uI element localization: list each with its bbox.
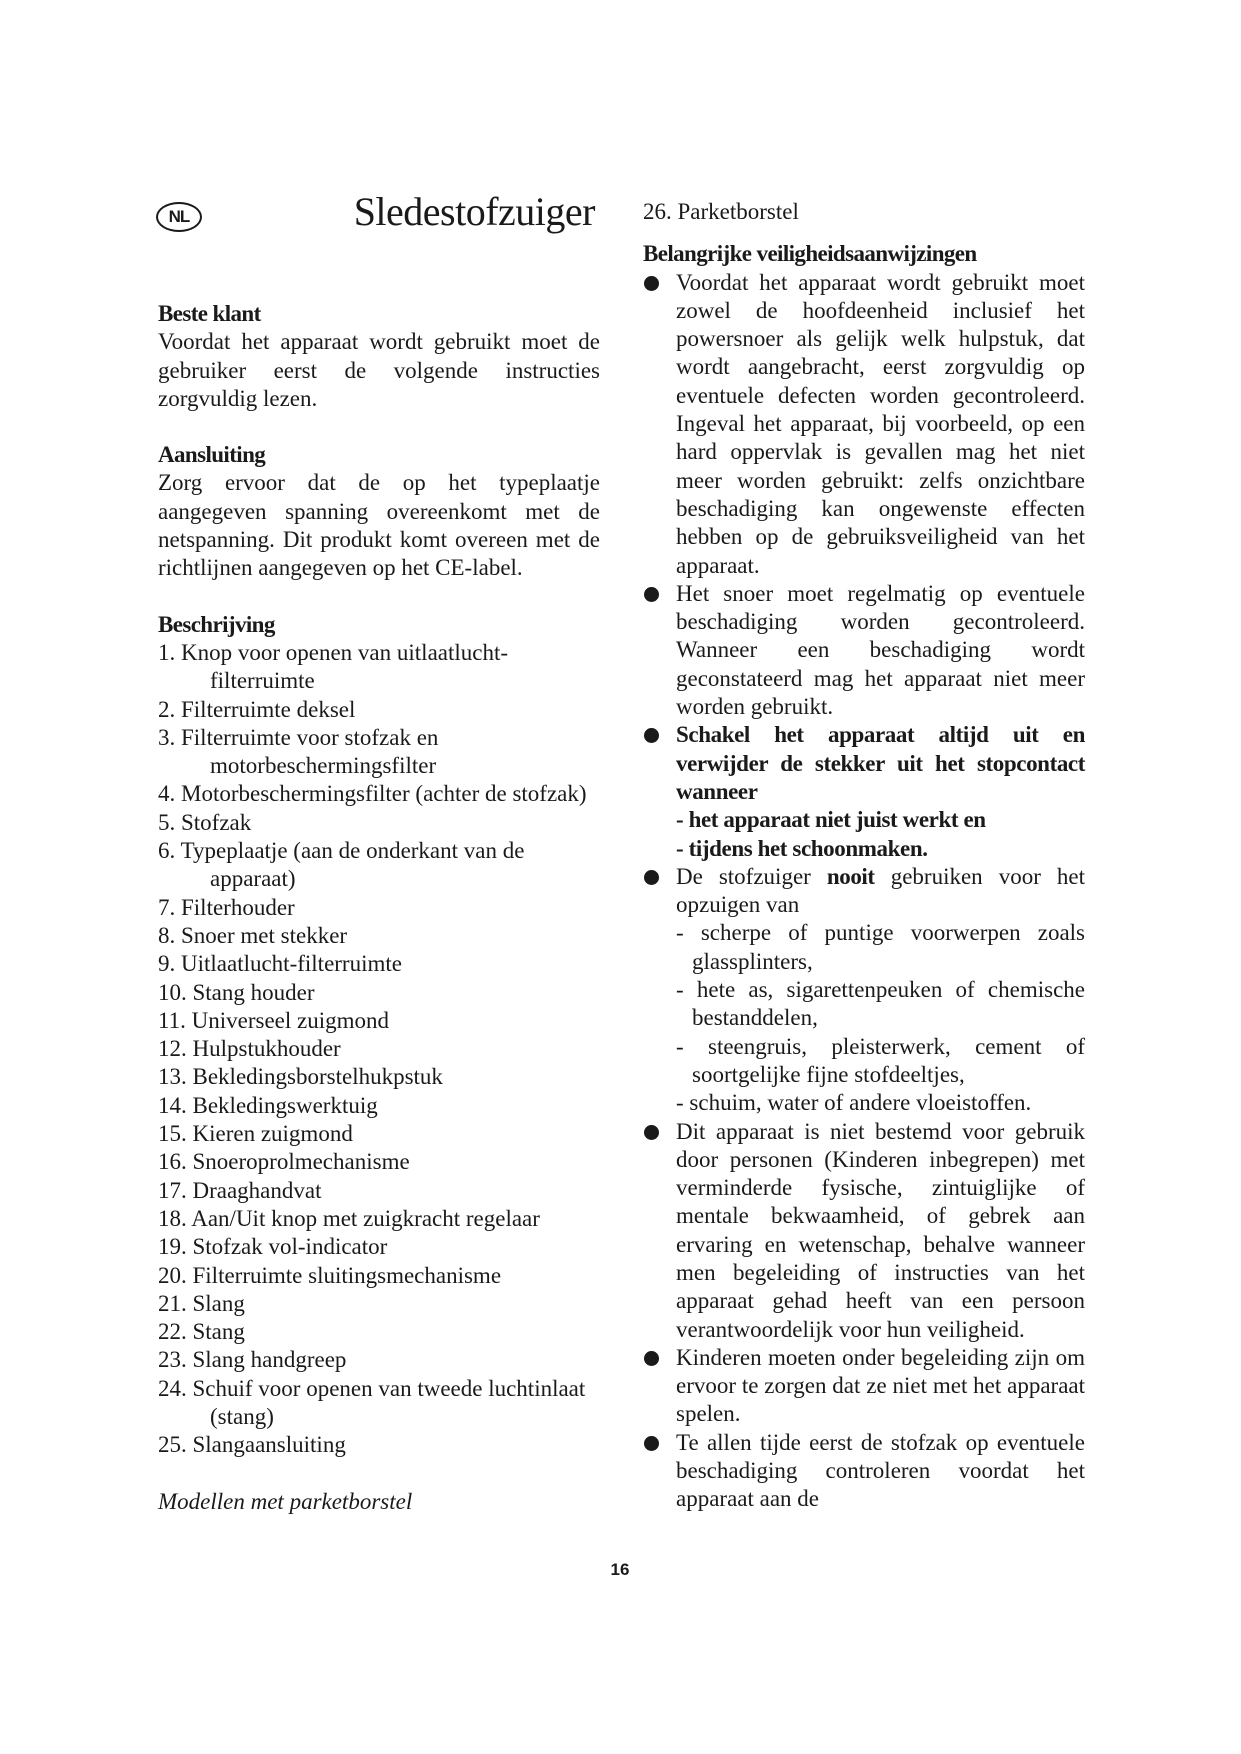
page-number: 16 [610, 1560, 630, 1579]
emphasis-nooit: nooit [826, 863, 875, 889]
list-item: 11. Universeel zuigmond [158, 1007, 390, 1033]
parts-list [158, 639, 600, 1460]
list-item: 25. Slangaansluiting [158, 1432, 346, 1458]
list-item: 12. Hulpstukhouder [158, 1036, 341, 1062]
safety-item [643, 1429, 1085, 1514]
safety-item-text: Kinderen moeten onder begeleiding zijn om ervoor te zorgen dat ze niet met het apparaat spelen. [676, 1344, 1085, 1427]
models-note: Modellen met parketborstel [158, 1488, 413, 1514]
section-heading-beschrijving: Beschrijving [158, 611, 275, 637]
page-title: Sledestofzuiger [353, 189, 595, 234]
list-item: 16. Snoeroprolmechanisme [158, 1149, 410, 1175]
section-heading-beste-klant: Beste klant [158, 301, 261, 326]
list-item: 1. Knop voor openen van uitlaatlucht-filterruimte [158, 639, 509, 694]
sublist-item: - hete as, sigarettenpeuken of chemische bestanddelen, [676, 977, 1085, 1031]
safety-item-text: Voordat het apparaat wordt gebruikt moet zowel de hoofdeenheid inclusief het powersnoer als gelijk welk hulpstuk, dat wordt aangebracht, eerst zorgvuldig op eventuele defecten worden gecontroleerd. Ingeval het apparaat, bij voorbeeld, op een hard oppervlak is gevallen mag het niet meer worden gebruikt: zelfs onzichtbare beschadiging kan ongewenste effecten hebben op de gebruiksveiligheid van het apparaat. [676, 269, 1085, 578]
safety-item-text: Het snoer moet regelmatig op eventuele beschadiging worden gecontroleerd. Wanneer een beschadiging wordt geconstateerd mag het apparaat niet meer worden gebruikt. [676, 580, 1085, 720]
sublist-item: - scherpe of puntige voorwerpen zoals glassplinters, [676, 920, 1085, 974]
sublist-item: - schuim, water of andere vloeistoffen. [676, 1090, 1032, 1116]
bullet-icon [644, 1125, 659, 1140]
safety-sublist [676, 919, 1085, 1117]
list-item: 7. Filterhouder [158, 894, 295, 920]
list-item: 19. Stofzak vol-indicator [158, 1234, 388, 1260]
list-item: 14. Bekledingswerktuig [158, 1092, 378, 1118]
list-item: 8. Snoer met stekker [158, 922, 348, 948]
list-item: 24. Schuif voor openen van tweede luchtinlaat (stang) [158, 1375, 586, 1429]
bullet-icon [644, 1351, 659, 1366]
bullet-icon [644, 870, 659, 885]
list-item: 17. Draaghandvat [158, 1177, 322, 1203]
list-item: 10. Stang houder [158, 979, 315, 1005]
list-item: 23. Slang handgreep [158, 1347, 347, 1373]
safety-item-text: Dit apparaat is niet bestemd voor gebruik door personen (Kinderen inbegrepen) met verminderde fysische, zintuiglijke of mentale bekwaamheid, of gebrek aan ervaring en wetenschap, behalve wanneer men begeleiding of instructies van het apparaat gehad heeft van een persoon verantwoordelijk voor hun veiligheid. [676, 1118, 1085, 1342]
list-item: 22. Stang [158, 1319, 245, 1345]
safety-item [643, 721, 1085, 862]
bullet-icon [644, 1436, 659, 1451]
sublist-item: - het apparaat niet juist werkt en [676, 807, 986, 833]
safety-item-text: Te allen tijde eerst de stofzak op eventuele beschadiging controleren voordat het apparaat aan de [676, 1429, 1085, 1512]
parts-list-item-26: 26. Parketborstel [643, 199, 799, 224]
list-item: 5. Stofzak [158, 809, 252, 835]
list-item: 4. Motorbeschermingsfilter (achter de stofzak) [158, 781, 587, 807]
safety-item [643, 1118, 1085, 1344]
left-column [158, 300, 600, 1516]
right-column [643, 198, 1085, 1514]
safety-item [643, 863, 1085, 1118]
bullet-icon [644, 276, 659, 291]
list-item: 18. Aan/Uit knop met zuigkracht regelaar [158, 1205, 540, 1231]
safety-list [643, 269, 1085, 1514]
safety-item-text-post: gebruiken voor het opzuigen van [676, 863, 1085, 918]
list-item: 2. Filterruimte deksel [158, 696, 356, 722]
sublist-item: - steengruis, pleisterwerk, cement of soortgelijke fijne stofdeeltjes, [676, 1033, 1085, 1087]
safety-item-text: Schakel het apparaat altijd uit en verwijder de stekker uit het stopcontact wanneer [676, 722, 1085, 804]
list-item: 20. Filterruimte sluitingsmechanisme [158, 1262, 502, 1288]
connection-paragraph: Zorg ervoor dat de op het typeplaatje aangegeven spanning overeenkomt met de netspanning. Dit produkt komt overeen met de richtlijnen aangegeven op het CE-label. [158, 470, 600, 581]
list-item: 15. Kieren zuigmond [158, 1121, 353, 1147]
language-badge: NL [156, 202, 202, 232]
bullet-icon [644, 587, 659, 602]
safety-item [643, 269, 1085, 580]
safety-item [643, 1344, 1085, 1429]
list-item: 6. Typeplaatje (aan de onderkant van de apparaat) [158, 838, 525, 892]
list-item: 9. Uitlaatlucht-filterruimte [158, 951, 402, 977]
list-item: 21. Slang [158, 1290, 245, 1316]
section-heading-safety: Belangrijke veiligheidsaanwijzingen [643, 241, 977, 267]
sublist-item: - tijdens het schoonmaken. [676, 835, 928, 861]
list-item: 13. Bekledingsborstelhukpstuk [158, 1064, 443, 1090]
safety-item-text-pre: De stofzuiger [676, 863, 827, 889]
safety-sublist [676, 806, 1085, 863]
intro-paragraph: Voordat het apparaat wordt gebruikt moet de gebruiker eerst de volgende instructies zorgvuldig lezen. [158, 329, 600, 411]
list-item: 3. Filterruimte voor stofzak en motorbeschermingsfilter [158, 724, 439, 779]
section-heading-aansluiting: Aansluiting [158, 442, 266, 468]
bullet-icon [644, 728, 659, 743]
safety-item [643, 580, 1085, 721]
